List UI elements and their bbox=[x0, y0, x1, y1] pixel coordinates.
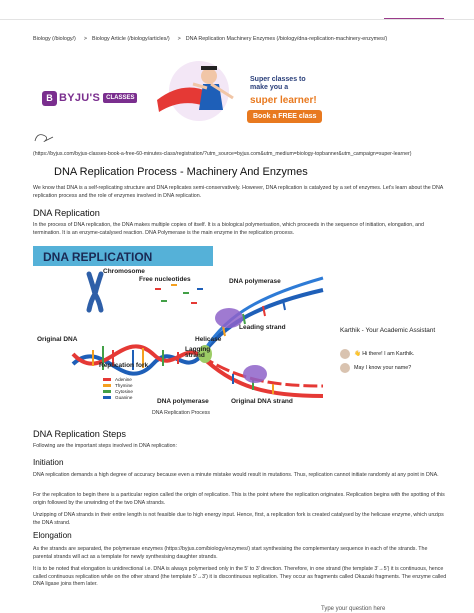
legend-guanine: Guanine bbox=[115, 395, 133, 400]
section-heading-dna-replication: DNA Replication bbox=[33, 208, 100, 218]
breadcrumb-separator: > bbox=[83, 36, 88, 42]
book-free-class-button[interactable]: Book a FREE class bbox=[247, 110, 322, 123]
top-accent-line bbox=[384, 18, 444, 19]
chat-title: Karthik - Your Academic Assistant bbox=[340, 327, 436, 334]
dna-replication-diagram bbox=[33, 246, 325, 414]
chat-assistant-widget[interactable] bbox=[340, 327, 474, 371]
breadcrumb-separator: > bbox=[177, 36, 181, 42]
label-replication-fork: Replication fork bbox=[99, 362, 149, 369]
section-heading-elongation: Elongation bbox=[33, 531, 72, 540]
chromosome-icon bbox=[89, 274, 101, 310]
chat-message-ask-name: May I know your name? bbox=[354, 365, 412, 371]
chat-message-greeting: 👋 Hi there! I am Karthik. bbox=[354, 351, 415, 357]
assistant-avatar bbox=[340, 363, 350, 373]
logo-mark: B bbox=[42, 91, 57, 106]
promo-line-2-text: make you a bbox=[250, 84, 289, 91]
label-original-dna: Original DNA bbox=[37, 336, 78, 343]
assistant-avatar bbox=[340, 349, 350, 359]
steps-paragraph: Following are the important steps involved in DNA replication: bbox=[33, 443, 177, 449]
breadcrumb-biology[interactable]: Biology (/biology/) bbox=[33, 36, 76, 42]
intro-paragraph: We know that DNA is a self-replicating structure and DNA replicates semi-conservatively. However, DNA replication is catalyzed by a set of enzymes. Let's learn about the DNA replication process and the role of enzymes involved in DNA replication. bbox=[33, 185, 444, 199]
label-lagging-strand: Lagging strand bbox=[185, 346, 211, 359]
breadcrumb bbox=[33, 36, 390, 42]
legend-adenine: Adenine bbox=[115, 377, 132, 382]
promo-line-1 bbox=[250, 76, 306, 92]
initiation-paragraph-1: DNA replication demands a high degree of accuracy because even a minute mistake would result in mutations. Thus, replication cannot initiate randomly at any point in DNA. bbox=[33, 472, 439, 478]
label-free-nucleotides: Free nucleotides bbox=[139, 276, 191, 283]
top-bar bbox=[0, 0, 474, 20]
label-leading-strand: Leading strand bbox=[239, 324, 286, 331]
promo-banner[interactable] bbox=[33, 50, 353, 130]
breadcrumb-biology-article[interactable]: Biology Article (/biology/articles/) bbox=[92, 36, 170, 42]
promo-highlight: super learner! bbox=[250, 95, 317, 106]
label-dna-polymerase-top: DNA polymerase bbox=[229, 278, 281, 285]
elongation-paragraph-1: As the strands are separated, the polymerase enzymes (https://byjus.com/biology/enzymes/) start synthesising the complementary sequence in each of the strands. The parental strands will act as a template for newly synthesising daughter strands. bbox=[33, 546, 428, 560]
section-heading-steps: DNA Replication Steps bbox=[33, 429, 126, 439]
elongation-paragraph-2: It is to be noted that elongation is unidirectional i.e. DNA is always polymerised only in the 5' to 3' direction. Therefore, in one strand (the template 3'→5') it is continuous, hence called continuous replication while on the other strand (the template 5'→3') it is discontinuous replication. They occur as fragments called Okazaki fragments. The enzyme called DNA ligase joins them later. bbox=[33, 566, 447, 587]
banner-tracking-link[interactable]: (https://byjus.com/byjus-classes-book-a-free-60-minutes-class/registration/?utm_source=byjus.com&utm_medium=biology-topbanner&utm_campaign=super-learner) bbox=[33, 151, 412, 157]
diagram-header-text: DNA REPLICATION bbox=[43, 250, 153, 264]
label-original-dna-strand: Original DNA strand bbox=[231, 398, 293, 405]
figure-caption: DNA Replication Process bbox=[152, 410, 210, 416]
label-chromosome: Chromosome bbox=[103, 268, 145, 275]
student-illustration bbox=[153, 54, 245, 128]
logo-tag: CLASSES bbox=[103, 93, 137, 103]
section-heading-initiation: Initiation bbox=[33, 458, 64, 467]
curly-arrow-icon bbox=[33, 131, 55, 145]
logo-name: BYJU'S bbox=[59, 92, 101, 104]
replication-paragraph: In the process of DNA replication, the DNA makes multiple copies of itself. It is a biological polymerisation, which proceeds in the sequence of initiation, elongation, and termination. It is an enzyme-catalysed reaction. DNA Polymerase is the main enzyme in the replication process. bbox=[33, 222, 425, 236]
chat-input[interactable]: Type your question here bbox=[321, 606, 386, 612]
label-dna-polymerase-bottom: DNA polymerase bbox=[157, 398, 209, 405]
page-title: DNA Replication Process - Machinery And Enzymes bbox=[54, 166, 308, 178]
initiation-paragraph-3: Unzipping of DNA strands in their entire length is not feasible due to high energy input. Hence, first, a replication fork is created catalysed by the helicase enzyme, which unzips the DNA strand. bbox=[33, 512, 444, 526]
legend-swatches bbox=[103, 378, 111, 399]
breadcrumb-current[interactable]: DNA Replication Machinery Enzymes (/biology/dna-replication-machinery-enzymes/) bbox=[185, 36, 388, 42]
legend-cytosine: Cytosine bbox=[115, 389, 133, 394]
label-helicase: Helicase bbox=[195, 336, 222, 343]
promo-line-1-text: Super classes to bbox=[250, 76, 306, 83]
byjus-logo bbox=[42, 90, 137, 106]
legend-thymine: Thymine bbox=[115, 383, 133, 388]
initiation-paragraph-2: For the replication to begin there is a particular region called the origin of replication. This is the point where the replication originates. Replication begins with the spotting of this origin followed by the unwinding of the two DNA strands. bbox=[33, 492, 445, 506]
